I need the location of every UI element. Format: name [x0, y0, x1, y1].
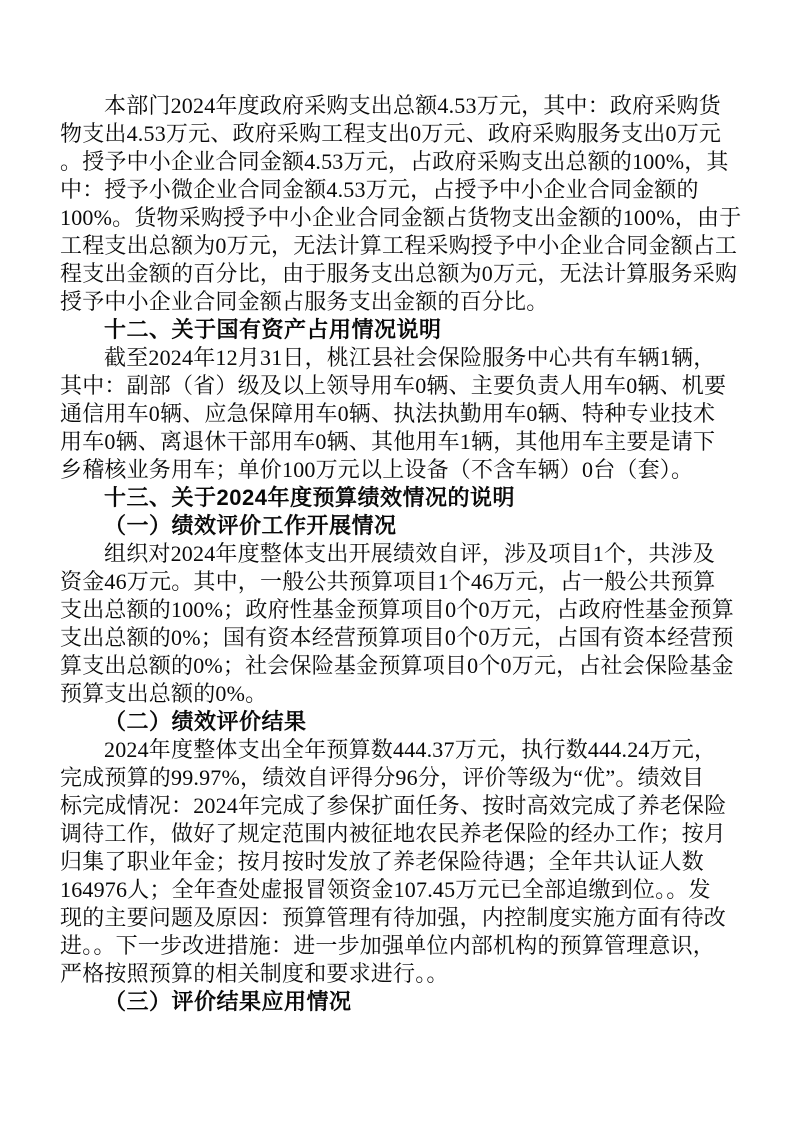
- text-line: 通信用车0辆、应急保障用车0辆、执法执勤用车0辆、特种专业技术: [60, 401, 716, 426]
- text-line: 其中：副部（省）级及以上领导用车0辆、主要负责人用车0辆、机要: [60, 373, 727, 398]
- text-line: 支出总额的0%；国有资本经营预算项目0个0万元，占国有资本经营预: [60, 625, 734, 650]
- subheading-3-results-application: [60, 988, 750, 1016]
- heading-section-12-state-assets: [60, 316, 750, 344]
- text-line: 100%。货物采购授予中小企业合同金额占货物支出金额的100%，由于: [60, 205, 742, 230]
- text-line: 严格按照预算的相关制度和要求进行。。: [60, 961, 449, 986]
- text-line: 标完成情况：2024年完成了参保扩面任务、按时高效完成了养老保险: [60, 793, 727, 818]
- subheading-2-evaluation-results: [60, 708, 750, 736]
- subheading-1-evaluation-work: [60, 512, 750, 540]
- paragraph-evaluation-work: [60, 540, 750, 708]
- section-heading-text: （一）绩效评价工作开展情况: [104, 513, 397, 538]
- text-line: 乡稽核业务用车；单价100万元以上设备（不含车辆）0台（套）。: [60, 457, 694, 482]
- text-line: 程支出金额的百分比，由于服务支出总额为0万元，无法计算服务采购: [60, 261, 738, 286]
- section-heading-text: 十三、关于2024年度预算绩效情况的说明: [104, 485, 515, 510]
- text-line: 164976人；全年查处虚报冒领资金107.45万元已全部追缴到位。。发: [60, 877, 711, 902]
- text-line: 组织对2024年度整体支出开展绩效自评，涉及项目1个，共涉及: [104, 541, 716, 566]
- text-line: 用车0辆、离退休干部用车0辆、其他用车1辆，其他用车主要是请下: [60, 429, 716, 454]
- section-heading-text: 十二、关于国有资产占用情况说明: [104, 317, 442, 342]
- text-line: 本部门2024年度政府采购支出总额4.53万元，其中：政府采购货: [104, 93, 721, 118]
- document-body: [60, 92, 750, 1016]
- section-heading-text: （二）绩效评价结果: [104, 709, 307, 734]
- text-line: 2024年度整体支出全年预算数444.37万元，执行数444.24万元，: [104, 737, 717, 762]
- text-line: 调待工作，做好了规定范围内被征地农民养老保险的经办工作；按月: [60, 821, 727, 846]
- text-line: 截至2024年12月31日，桃江县社会保险服务中心共有车辆1辆，: [104, 345, 716, 370]
- text-line: 进。。下一步改进措施：进一步加强单位内部机构的预算管理意识，: [60, 933, 716, 958]
- text-line: 中：授予小微企业合同金额4.53万元，占授予中小企业合同金额的: [60, 177, 699, 202]
- text-line: 算支出总额的0%；社会保险基金预算项目0个0万元，占社会保险基金: [60, 653, 734, 678]
- heading-section-13-budget-performance: [60, 484, 750, 512]
- text-line: 现的主要问题及原因：预算管理有待加强，内控制度实施方面有待改: [60, 905, 727, 930]
- text-line: 物支出4.53万元、政府采购工程支出0万元、政府采购服务支出0万元: [60, 121, 722, 146]
- paragraph-state-assets: [60, 344, 750, 484]
- section-heading-text: （三）评价结果应用情况: [104, 989, 352, 1014]
- text-line: 资金46万元。其中，一般公共预算项目1个46万元，占一般公共预算: [60, 569, 716, 594]
- text-line: 归集了职业年金；按月按时发放了养老保险待遇；全年共认证人数: [60, 849, 704, 874]
- text-line: 支出总额的100%；政府性基金预算项目0个0万元，占政府性基金预算: [60, 597, 734, 622]
- text-line: 授予中小企业合同金额占服务支出金额的百分比。: [60, 289, 549, 314]
- paragraph-government-procurement: [60, 92, 750, 316]
- text-line: 预算支出总额的0%。: [60, 681, 268, 706]
- text-line: 工程支出总额为0万元，无法计算工程采购授予中小企业合同金额占工: [60, 233, 738, 258]
- paragraph-evaluation-results: [60, 736, 750, 988]
- text-line: 。授予中小企业合同金额4.53万元，占政府采购支出总额的100%，其: [60, 149, 729, 174]
- text-line: 完成预算的99.97%，绩效自评得分96分，评价等级为“优”。绩效目: [60, 765, 705, 790]
